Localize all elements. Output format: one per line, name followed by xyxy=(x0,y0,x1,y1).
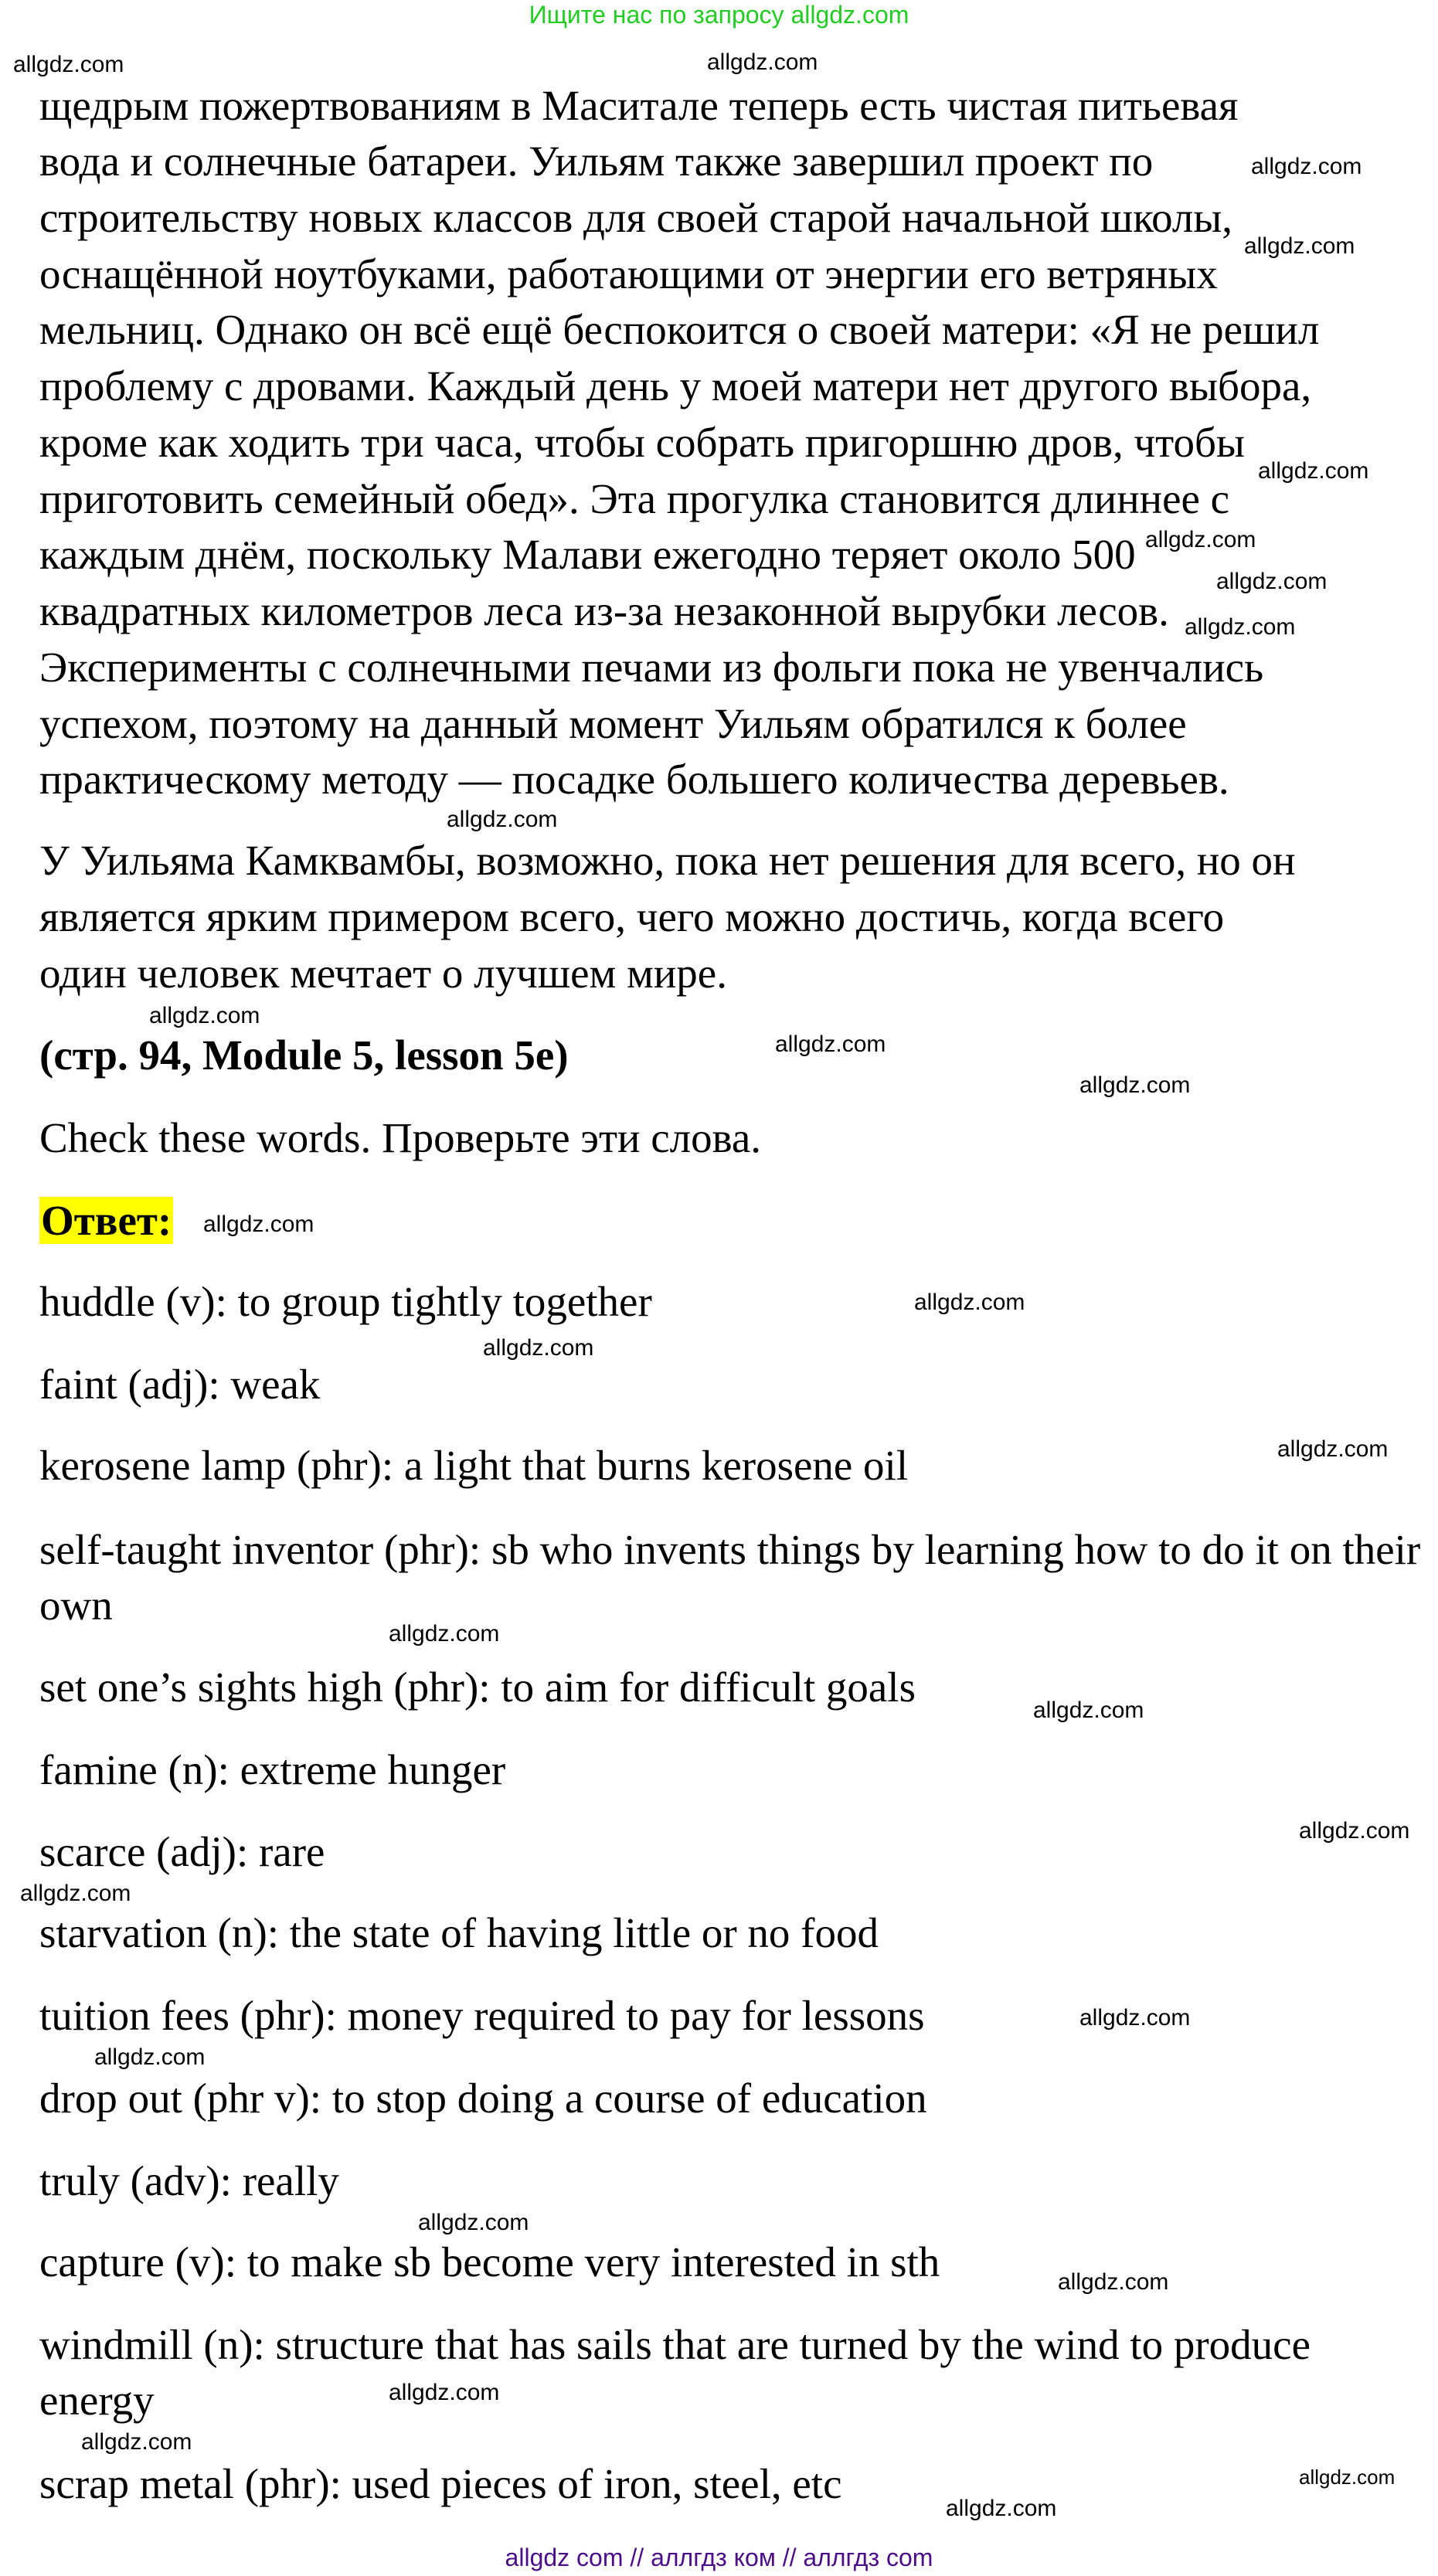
watermark-text: allgdz.com xyxy=(13,52,124,77)
article-line: практическому методу — посадке большего количества деревьев. xyxy=(39,756,1229,803)
watermark-text: allgdz.com xyxy=(1251,154,1362,179)
watermark-text: allgdz.com xyxy=(1058,2269,1169,2295)
watermark-text: allgdz.com xyxy=(1185,614,1296,640)
watermark-text: allgdz.com xyxy=(81,2429,192,2455)
article-line: У Уильяма Камквамбы, возможно, пока нет решения для всего, но он xyxy=(39,837,1296,884)
article-line: успехом, поэтому на данный момент Уильям обратился к более xyxy=(39,700,1187,747)
watermark-text: allgdz.com xyxy=(1033,1698,1144,1723)
watermark-text: allgdz.com xyxy=(1079,2005,1191,2031)
watermark-text: allgdz.com xyxy=(483,1335,594,1361)
section-heading: (стр. 94, Module 5, lesson 5e) xyxy=(39,1031,569,1079)
article-line: квадратных километров леса из-за незаконной вырубки лесов. xyxy=(39,587,1169,634)
article-line: приготовить семейный обед». Эта прогулка становится длиннее с xyxy=(39,475,1230,522)
footer-banner: allgdz com // аллгдз ком // аллгдз com xyxy=(505,2544,933,2571)
answer-label: Ответ: xyxy=(41,1197,172,1244)
watermark-text: allgdz.com xyxy=(1277,1436,1389,1462)
vocabulary-item: scarce (adj): rare xyxy=(39,1828,325,1875)
vocabulary-item: scrap metal (phr): used pieces of iron, steel, etc xyxy=(39,2460,842,2507)
instruction-text: Check these words. Проверьте эти слова. xyxy=(39,1114,762,1161)
watermark-text: allgdz.com xyxy=(775,1031,886,1057)
vocabulary-item: starvation (n): the state of having little or no food xyxy=(39,1909,879,1956)
vocabulary-item: huddle (v): to group tightly together xyxy=(39,1278,652,1325)
watermark-text: allgdz.com xyxy=(20,1881,131,1906)
article-line: оснащённой ноутбуками, работающими от энергии его ветряных xyxy=(39,250,1218,297)
watermark-text: allgdz.com xyxy=(1244,233,1355,259)
watermark-text: allgdz.com xyxy=(914,1290,1025,1315)
watermark-text: allgdz.com xyxy=(1145,527,1256,552)
vocabulary-item: drop out (phr v): to stop doing a course of education xyxy=(39,2075,927,2122)
article-line: строительству новых классов для своей старой начальной школы, xyxy=(39,194,1233,241)
article-line: мельниц. Однако он всё ещё беспокоится о своей матери: «Я не решил xyxy=(39,306,1320,353)
vocabulary-item: famine (n): extreme hunger xyxy=(39,1746,506,1793)
article-line: один человек мечтает о лучшем мире. xyxy=(39,950,727,997)
article-line: проблему с дровами. Каждый день у моей матери нет другого выбора, xyxy=(39,362,1312,410)
article-line: щедрым пожертвованиям в Маситале теперь есть чистая питьевая xyxy=(39,82,1239,129)
watermark-text: allgdz.com xyxy=(1299,2466,1396,2489)
watermark-text: allgdz.com xyxy=(1299,1818,1410,1844)
vocabulary-item: kerosene lamp (phr): a light that burns kerosene oil xyxy=(39,1442,909,1489)
article-line: каждым днём, поскольку Малави ежегодно теряет около 500 xyxy=(39,531,1136,578)
search-banner: Ищите нас по запросу allgdz.com xyxy=(529,1,909,29)
vocabulary-item: faint (adj): weak xyxy=(39,1361,321,1408)
watermark-text: allgdz.com xyxy=(418,2210,529,2235)
article-line: кроме как ходить три часа, чтобы собрать пригоршню дров, чтобы xyxy=(39,419,1245,466)
vocabulary-item: set one’s sights high (phr): to aim for difficult goals xyxy=(39,1664,916,1711)
article-line: является ярким примером всего, чего можно достичь, когда всего xyxy=(39,893,1225,940)
vocabulary-item: capture (v): to make sb become very interested in sth xyxy=(39,2238,940,2285)
watermark-text: allgdz.com xyxy=(203,1212,314,1237)
watermark-text: allgdz.com xyxy=(389,1621,500,1647)
vocabulary-item: truly (adv): really xyxy=(39,2157,339,2204)
watermark-text: allgdz.com xyxy=(389,2380,500,2405)
watermark-text: allgdz.com xyxy=(94,2044,206,2070)
article-line: вода и солнечные батареи. Уильям также завершил проект по xyxy=(39,138,1154,185)
article-line: Эксперименты с солнечными печами из фольги пока не увенчались xyxy=(39,644,1264,691)
vocabulary-item: self-taught inventor (phr): sb who invents things by learning how to do it on their own xyxy=(39,1526,1421,1629)
watermark-text: allgdz.com xyxy=(1216,569,1328,594)
watermark-text: allgdz.com xyxy=(707,49,818,75)
watermark-text: allgdz.com xyxy=(1258,458,1369,484)
watermark-text: allgdz.com xyxy=(149,1003,260,1028)
vocabulary-item: windmill (n): structure that has sails that are turned by the wind to produce energy xyxy=(39,2321,1311,2424)
vocabulary-item: tuition fees (phr): money required to pay for lessons xyxy=(39,1992,925,2039)
watermark-text: allgdz.com xyxy=(946,2496,1057,2521)
watermark-text: allgdz.com xyxy=(1079,1072,1191,1098)
watermark-text: allgdz.com xyxy=(447,807,558,832)
